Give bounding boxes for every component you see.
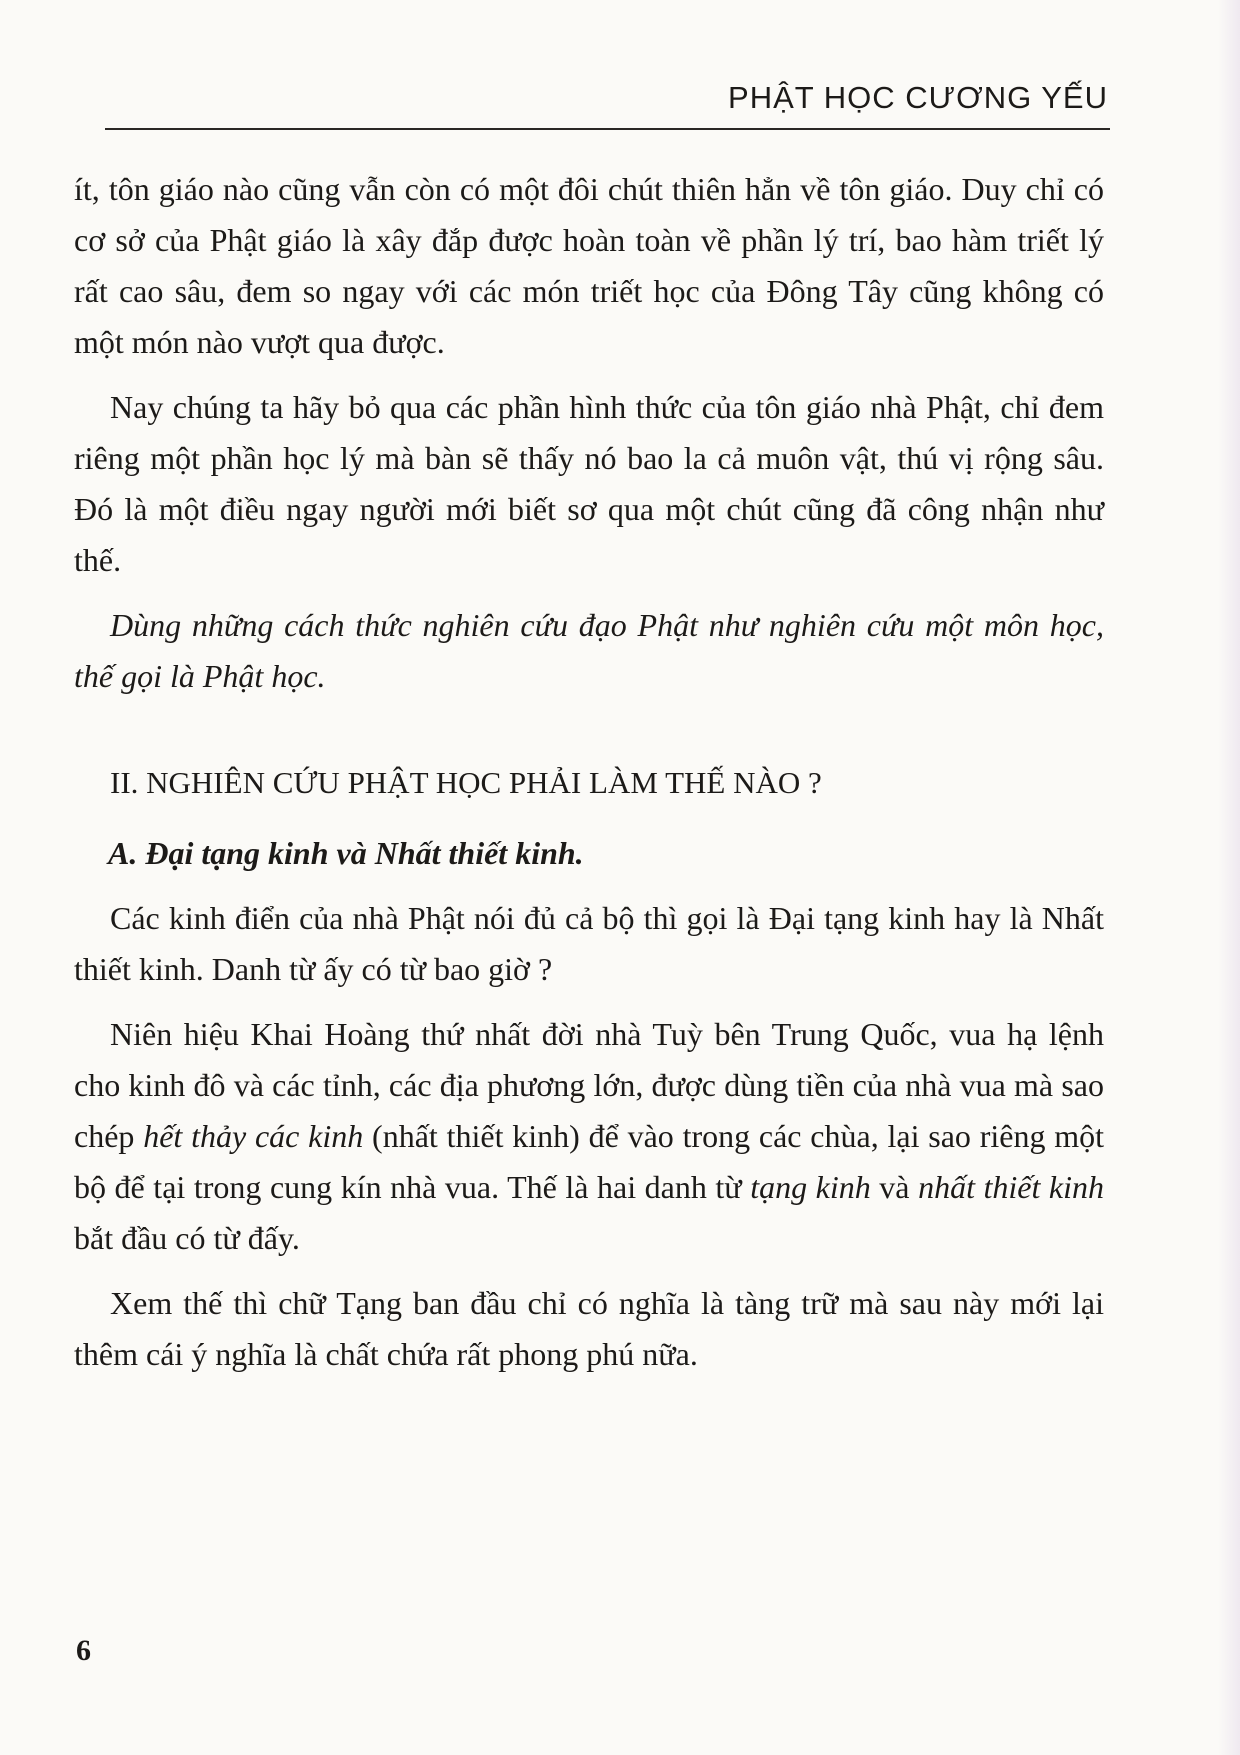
paragraph-3-definition: Dùng những cách thức nghiên cứu đạo Phật như nghiên cứu một môn học, thế gọi là Phật học. — [74, 607, 1104, 694]
paragraph-5-italic-2: tạng kinh — [750, 1169, 871, 1205]
paragraph-5-text-2: (nhất thiết kinh) để vào trong các chùa, lại sao riêng một bộ để tại trong cung kín nhà vua. Thế là hai danh từ — [74, 1118, 1105, 1205]
subsection-heading: A. Đại tạng kinh và Nhất thiết kinh. — [108, 835, 584, 871]
body-text — [74, 164, 1104, 1380]
paragraph-5 — [74, 1009, 1104, 1264]
paragraph-5-text-4: bắt đầu có từ đấy. — [74, 1220, 300, 1256]
paragraph-5-italic-3: nhất thiết kinh — [918, 1169, 1105, 1205]
page-number: 6 — [76, 1634, 91, 1667]
paragraph-1: ít, tôn giáo nào cũng vẫn còn có một đôi chút thiên hẳn về tôn giáo. Duy chỉ có cơ sở của Phật giáo là xây đắp được hoàn toàn về phần lý trí, bao hàm triết lý rất cao sâu, đem so ngay với các món triết học của Đông Tây cũng không có một món nào vượt qua được. — [74, 171, 1104, 360]
section-heading: II. NGHIÊN CỨU PHẬT HỌC PHẢI LÀM THẾ NÀO ? — [110, 765, 822, 800]
paragraph-2: Nay chúng ta hãy bỏ qua các phần hình thức của tôn giáo nhà Phật, chỉ đem riêng một phần học lý mà bàn sẽ thấy nó bao la cả muôn vật, thú vị rộng sâu. Đó là một điều ngay người mới biết sơ qua một chút cũng đã công nhận như thế. — [74, 389, 1104, 578]
running-title: PHẬT HỌC CƯƠNG YẾU — [728, 80, 1108, 115]
paragraph-5-text-3: và — [870, 1169, 919, 1205]
paragraph-5-text-1: Niên hiệu Khai Hoàng thứ nhất đời nhà Tuỳ bên Trung Quốc, vua hạ lệnh cho kinh đô và các tỉnh, các địa phương lớn, được dùng tiền của nhà vua mà sao chép — [74, 1016, 1104, 1154]
page-edge-shadow — [1218, 0, 1240, 1755]
running-header — [105, 80, 1110, 130]
paragraph-6: Xem thế thì chữ Tạng ban đầu chỉ có nghĩa là tàng trữ mà sau này mới lại thêm cái ý nghĩa là chất chứa rất phong phú nữa. — [74, 1285, 1104, 1372]
paragraph-5-italic-1: hết thảy các kinh — [143, 1118, 364, 1154]
paragraph-4: Các kinh điển của nhà Phật nói đủ cả bộ thì gọi là Đại tạng kinh hay là Nhất thiết kinh. Danh từ ấy có từ bao giờ ? — [74, 900, 1104, 987]
